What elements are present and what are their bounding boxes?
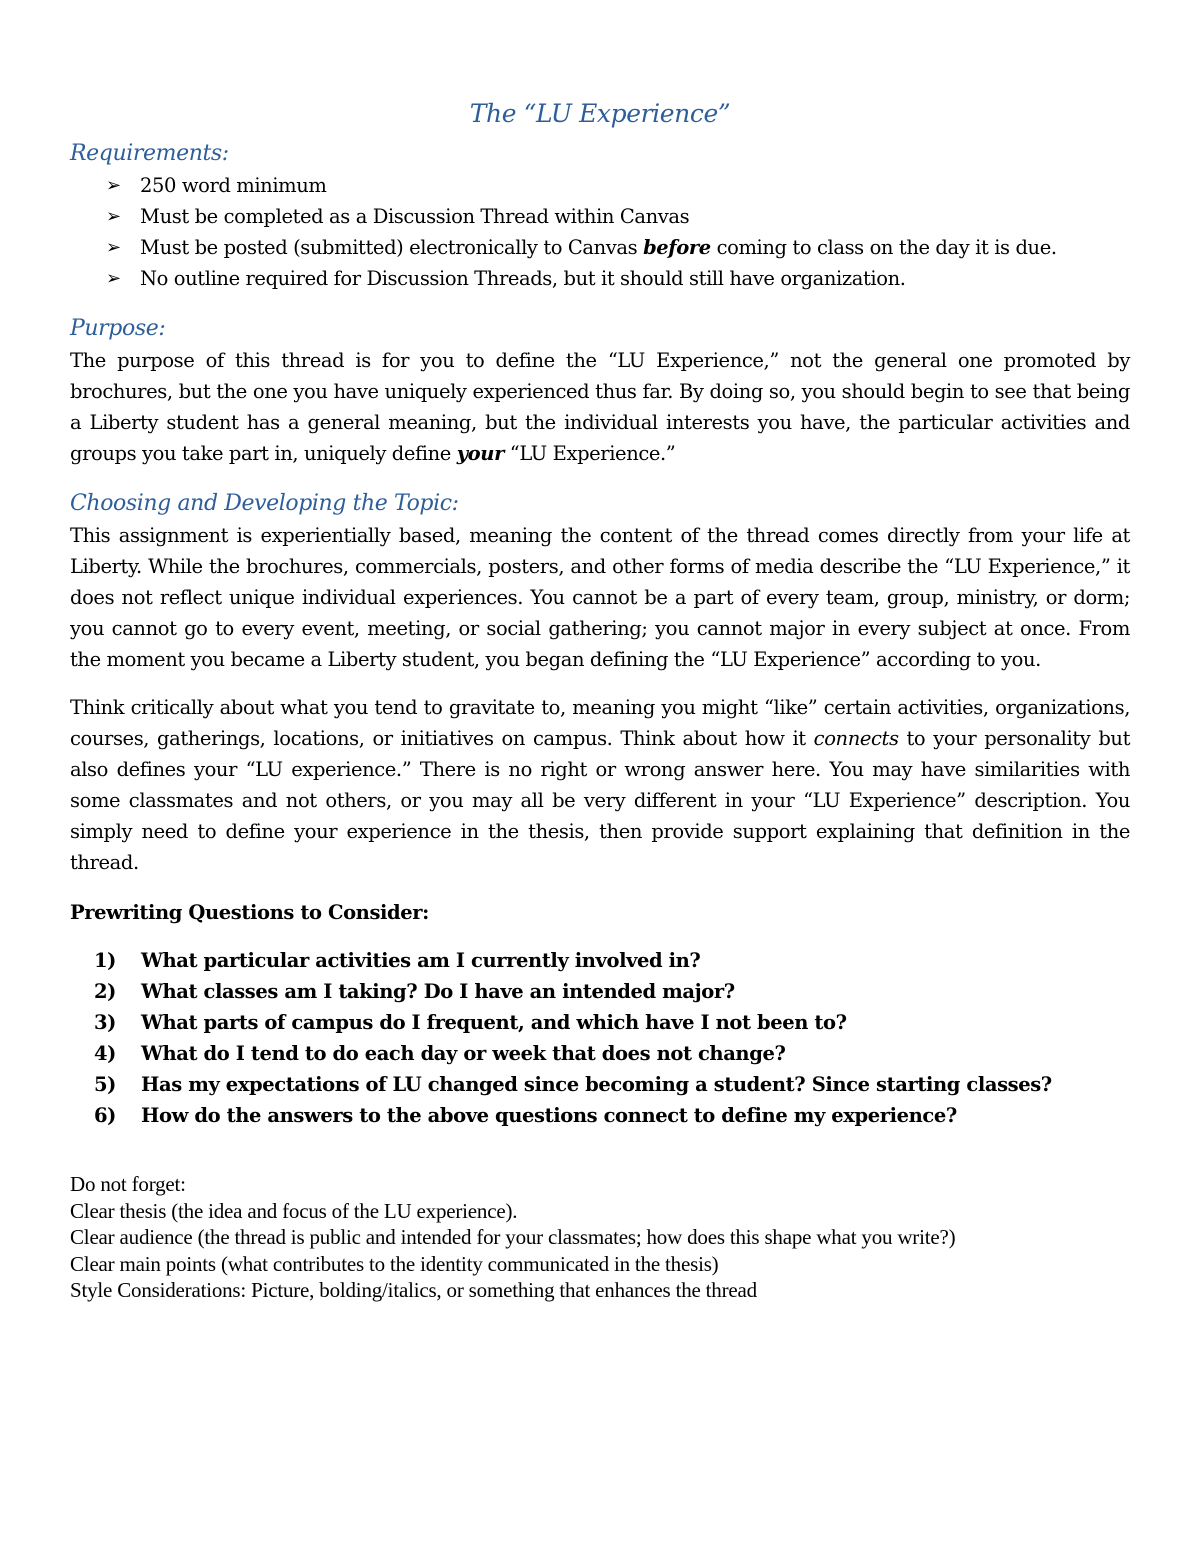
prewriting-heading: Prewriting Questions to Consider: (70, 901, 429, 924)
question-item (94, 1100, 1130, 1131)
reminder-line: Clear thesis (the idea and focus of the LU experience). (70, 1198, 518, 1223)
requirement-item (106, 232, 1130, 263)
arrow-bullet-icon: ➢ (106, 268, 121, 289)
requirement-text: Must be posted (submitted) electronically to Canvas (140, 236, 644, 259)
arrow-bullet-icon: ➢ (106, 237, 121, 258)
requirement-text-after: coming to class on the day it is due. (710, 236, 1057, 259)
arrow-bullet-icon: ➢ (106, 206, 121, 227)
topic-text-after: to your personality but also defines your “LU experience.” There is no right or wrong answer here. You may have similarities with some classmates and not others, or you may all be very different in your “LU Experience” description. You simply need to define your experience in the thesis, then provide support explaining that definition in the thread. (70, 727, 1131, 874)
question-number: 6) (94, 1104, 116, 1127)
question-item (94, 976, 1130, 1007)
reminders-heading: Do not forget: (70, 1172, 186, 1196)
question-text: How do the answers to the above questions connect to define my experience? (141, 1104, 957, 1127)
topic-emphasis: connects (813, 727, 899, 750)
question-text: Has my expectations of LU changed since becoming a student? Since starting classes? (141, 1073, 1052, 1096)
requirements-list (70, 170, 1130, 294)
topic-text: Think critically about what you tend to gravitate to, meaning you might “like” certain activities, organizations, courses, gatherings, locations, or initiatives on campus. Think about how it (70, 696, 1130, 750)
requirement-text: 250 word minimum (140, 174, 327, 197)
requirement-item (106, 201, 1130, 232)
requirement-text: Must be completed as a Discussion Thread within Canvas (140, 205, 690, 228)
question-number: 2) (94, 980, 116, 1003)
reminders-block (70, 1171, 1130, 1304)
requirement-emphasis: before (643, 236, 711, 259)
question-item (94, 1069, 1130, 1100)
arrow-bullet-icon: ➢ (106, 175, 121, 196)
topic-paragraph-2 (70, 692, 1130, 878)
requirement-text: No outline required for Discussion Threads, but it should still have organization. (140, 267, 906, 290)
purpose-heading: Purpose: (70, 316, 166, 341)
purpose-text: The purpose of this thread is for you to define the “LU Experience,” not the general one promoted by brochures, but the one you have uniquely experienced thus far. By doing so, you should begin to see that being a Liberty student has a general meaning, but the individual interests you have, the particular activities and groups you take part in, uniquely define (70, 349, 1130, 465)
question-item (94, 1038, 1130, 1069)
requirement-item (106, 170, 1130, 201)
question-item (94, 945, 1130, 976)
purpose-text-after: “LU Experience.” (503, 442, 676, 465)
topic-heading: Choosing and Developing the Topic: (70, 491, 459, 516)
prewriting-questions-list (70, 945, 1130, 1131)
question-number: 1) (94, 949, 116, 972)
reminder-line: Clear main points (what contributes to the identity communicated in the thesis) (70, 1251, 719, 1276)
question-number: 3) (94, 1011, 116, 1034)
question-number: 5) (94, 1073, 116, 1096)
reminder-line: Style Considerations: Picture, bolding/italics, or something that enhances the thread (70, 1278, 757, 1302)
reminder-line: Clear audience (the thread is public and intended for your classmates; how does this shape what you write?) (70, 1225, 956, 1249)
question-text: What particular activities am I currently involved in? (141, 949, 701, 972)
requirement-item (106, 263, 1130, 294)
question-text: What do I tend to do each day or week that does not change? (141, 1042, 786, 1065)
document-title: The “LU Experience” (469, 99, 731, 128)
document-page (70, 96, 1130, 1304)
topic-paragraph-1: This assignment is experientially based, meaning the content of the thread comes directly from your life at Liberty. While the brochures, commercials, posters, and other forms of media describe the “LU Experience,” it does not reflect unique individual experiences. You cannot be a part of every team, group, ministry, or dorm; you cannot go to every event, meeting, or social gathering; you cannot major in every subject at once. From the moment you became a Liberty student, you began defining the “LU Experience” according to you. (70, 524, 1130, 671)
question-text: What parts of campus do I frequent, and which have I not been to? (141, 1011, 847, 1034)
question-item (94, 1007, 1130, 1038)
purpose-emphasis: your (456, 442, 504, 465)
question-number: 4) (94, 1042, 116, 1065)
purpose-paragraph (70, 345, 1130, 469)
requirements-heading: Requirements: (70, 141, 229, 166)
question-text: What classes am I taking? Do I have an intended major? (141, 980, 735, 1003)
